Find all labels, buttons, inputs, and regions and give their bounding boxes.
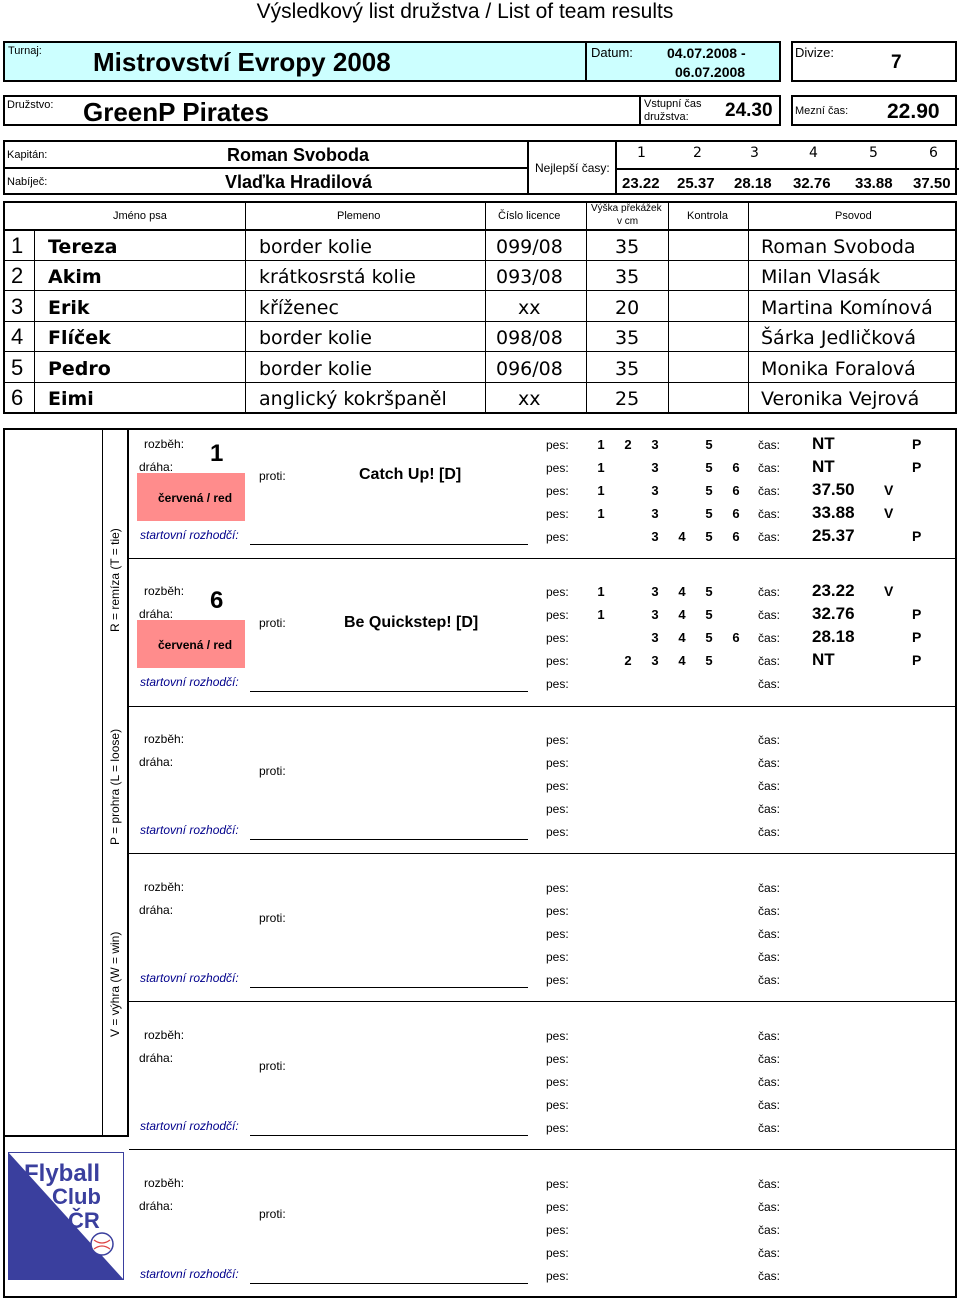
pes-label: pes: bbox=[546, 677, 569, 691]
opponent-value: Be Quickstep! [D] bbox=[344, 614, 479, 631]
run-result: V bbox=[884, 482, 894, 498]
run-dog-number: 5 bbox=[705, 584, 713, 599]
run-dog-number: 4 bbox=[678, 607, 686, 622]
datum-line2: 06.07.2008 bbox=[675, 64, 746, 80]
dog-handler: Martina Komínová bbox=[761, 297, 933, 319]
heat-block bbox=[130, 873, 955, 1001]
run-result: P bbox=[912, 436, 922, 452]
pes-label: pes: bbox=[546, 973, 569, 987]
best-col-2: 2 bbox=[693, 145, 702, 161]
run-dog-number: 3 bbox=[651, 506, 659, 521]
run-result: V bbox=[884, 583, 894, 599]
draha-label: dráha: bbox=[139, 1051, 174, 1065]
cas-label: čas: bbox=[758, 585, 781, 599]
run-result: P bbox=[912, 652, 922, 668]
dog-handler: Roman Svoboda bbox=[761, 236, 916, 258]
dog-height: 35 bbox=[615, 236, 640, 258]
druzstvo-value: GreenP Pirates bbox=[83, 97, 269, 127]
cas-label: čas: bbox=[758, 608, 781, 622]
logo-line2: Club bbox=[52, 1184, 101, 1209]
dog-licence: xx bbox=[518, 297, 541, 319]
dog-name: Akim bbox=[48, 266, 102, 288]
rozbeh-label: rozběh: bbox=[144, 880, 185, 894]
draha-label: dráha: bbox=[139, 1199, 174, 1213]
cas-label: čas: bbox=[758, 1223, 781, 1237]
dog-height: 35 bbox=[615, 266, 640, 288]
dog-num: 3 bbox=[11, 294, 24, 319]
cas-label: čas: bbox=[758, 1269, 781, 1283]
draha-label: dráha: bbox=[139, 607, 174, 621]
dog-handler: Veronika Vejrová bbox=[761, 388, 920, 410]
col-header-breed: Plemeno bbox=[337, 210, 381, 222]
pes-label: pes: bbox=[546, 631, 569, 645]
dog-height: 35 bbox=[615, 327, 640, 349]
run-time: NT bbox=[812, 434, 835, 453]
kapitan-label: Kapitán: bbox=[7, 149, 48, 161]
vstupni-label-1: Vstupní čas bbox=[644, 98, 702, 110]
pes-label: pes: bbox=[546, 484, 569, 498]
dog-height: 20 bbox=[615, 297, 640, 319]
run-dog-number: 6 bbox=[732, 529, 740, 544]
best-col-4: 4 bbox=[809, 145, 818, 161]
run-dog-number: 1 bbox=[597, 607, 605, 622]
run-time: 33.88 bbox=[812, 503, 855, 522]
run-dog-number: 5 bbox=[705, 653, 713, 668]
nejlepsi-label: Nejlepší časy: bbox=[535, 161, 610, 175]
col-header-height-1: Výška překážek bbox=[591, 203, 662, 214]
pes-label: pes: bbox=[546, 1177, 569, 1191]
cas-label: čas: bbox=[758, 461, 781, 475]
legend-tie: R = remíza (T = tie) bbox=[108, 528, 122, 632]
dog-row bbox=[5, 352, 955, 382]
run-dog-number: 3 bbox=[651, 460, 659, 475]
run-dog-number: 3 bbox=[651, 437, 659, 452]
pes-label: pes: bbox=[546, 950, 569, 964]
col-header-licence: Číslo licence bbox=[498, 210, 561, 222]
cas-label: čas: bbox=[758, 1121, 781, 1135]
run-time: 23.22 bbox=[812, 581, 855, 600]
draha-label: dráha: bbox=[139, 755, 174, 769]
dog-breed: border kolie bbox=[259, 327, 372, 349]
proti-label: proti: bbox=[259, 764, 286, 778]
run-dog-number: 2 bbox=[624, 437, 632, 452]
druzstvo-label: Družstvo: bbox=[7, 99, 54, 111]
kapitan-value: Roman Svoboda bbox=[227, 145, 370, 165]
proti-label: proti: bbox=[259, 1207, 286, 1221]
draha-label: dráha: bbox=[139, 903, 174, 917]
nabijec-label: Nabíječ: bbox=[7, 176, 48, 188]
cas-label: čas: bbox=[758, 1246, 781, 1260]
run-dog-number: 3 bbox=[651, 653, 659, 668]
cas-label: čas: bbox=[758, 927, 781, 941]
dog-licence: xx bbox=[518, 388, 541, 410]
datum-line1: 04.07.2008 - bbox=[667, 45, 746, 61]
start-judge-label: startovní rozhodčí: bbox=[140, 1119, 239, 1133]
dog-num: 6 bbox=[11, 385, 24, 410]
run-dog-number: 5 bbox=[705, 437, 713, 452]
dog-name: Pedro bbox=[48, 358, 111, 380]
captain-box bbox=[3, 140, 957, 195]
heat-block bbox=[130, 725, 955, 853]
dog-breed: border kolie bbox=[259, 236, 372, 258]
dog-height: 25 bbox=[615, 388, 640, 410]
cas-label: čas: bbox=[758, 825, 781, 839]
col-header-handler: Psovod bbox=[835, 210, 872, 222]
cas-label: čas: bbox=[758, 484, 781, 498]
run-dog-number: 6 bbox=[732, 460, 740, 475]
best-col-1: 1 bbox=[637, 145, 646, 161]
dog-licence: 093/08 bbox=[496, 266, 563, 288]
dog-licence: 096/08 bbox=[496, 358, 563, 380]
run-time: 28.18 bbox=[812, 627, 855, 646]
divize-label: Divize: bbox=[795, 45, 835, 60]
cas-label: čas: bbox=[758, 904, 781, 918]
page-title: Výsledkový list družstva / List of team results bbox=[256, 0, 674, 23]
run-dog-number: 4 bbox=[678, 529, 686, 544]
pes-label: pes: bbox=[546, 1121, 569, 1135]
cas-label: čas: bbox=[758, 1098, 781, 1112]
pes-label: pes: bbox=[546, 927, 569, 941]
legend-lose: P = prohra (L = loose) bbox=[108, 728, 122, 845]
opponent-value: Catch Up! [D] bbox=[359, 466, 462, 483]
run-dog-number: 3 bbox=[651, 483, 659, 498]
cas-label: čas: bbox=[758, 438, 781, 452]
pes-label: pes: bbox=[546, 1200, 569, 1214]
best-time-6: 37.50 bbox=[913, 175, 951, 192]
logo-line1: Flyball bbox=[24, 1160, 101, 1187]
run-dog-number: 5 bbox=[705, 607, 713, 622]
run-time: 32.76 bbox=[812, 604, 855, 623]
pes-label: pes: bbox=[546, 802, 569, 816]
run-dog-number: 6 bbox=[732, 630, 740, 645]
cas-label: čas: bbox=[758, 756, 781, 770]
heat-block bbox=[130, 1169, 955, 1297]
vstupni-label-2: družstva: bbox=[644, 111, 689, 123]
best-time-3: 28.18 bbox=[734, 175, 772, 192]
pes-label: pes: bbox=[546, 438, 569, 452]
start-judge-label: startovní rozhodčí: bbox=[140, 1267, 239, 1281]
dog-licence: 099/08 bbox=[496, 236, 563, 258]
dog-row bbox=[5, 231, 955, 261]
pes-label: pes: bbox=[546, 1246, 569, 1260]
pes-label: pes: bbox=[546, 733, 569, 747]
run-dog-number: 6 bbox=[732, 506, 740, 521]
proti-label: proti: bbox=[259, 469, 286, 483]
dog-licence: 098/08 bbox=[496, 327, 563, 349]
run-time: NT bbox=[812, 650, 835, 669]
dog-breed: anglický kokršpaněl bbox=[259, 388, 447, 410]
cas-label: čas: bbox=[758, 1029, 781, 1043]
dog-handler: Milan Vlasák bbox=[761, 266, 881, 288]
run-dog-number: 2 bbox=[624, 653, 632, 668]
run-dog-number: 3 bbox=[651, 584, 659, 599]
dog-handler: Šárka Jedličková bbox=[761, 327, 917, 349]
cas-label: čas: bbox=[758, 1200, 781, 1214]
heat-block bbox=[130, 1021, 955, 1149]
dog-row bbox=[5, 261, 955, 291]
pes-label: pes: bbox=[546, 1075, 569, 1089]
start-judge-label: startovní rozhodčí: bbox=[140, 971, 239, 985]
rozbeh-label: rozběh: bbox=[144, 584, 185, 598]
pes-label: pes: bbox=[546, 608, 569, 622]
dog-num: 1 bbox=[11, 233, 24, 258]
run-dog-number: 4 bbox=[678, 653, 686, 668]
run-dog-number: 5 bbox=[705, 483, 713, 498]
cas-label: čas: bbox=[758, 654, 781, 668]
run-dog-number: 1 bbox=[597, 460, 605, 475]
best-col-6: 6 bbox=[929, 145, 938, 161]
run-dog-number: 5 bbox=[705, 506, 713, 521]
col-header-name: Jméno psa bbox=[113, 210, 167, 222]
dog-height: 35 bbox=[615, 358, 640, 380]
cas-label: čas: bbox=[758, 802, 781, 816]
col-header-control: Kontrola bbox=[687, 210, 728, 222]
run-result: P bbox=[912, 528, 922, 544]
pes-label: pes: bbox=[546, 825, 569, 839]
dog-num: 2 bbox=[11, 263, 24, 288]
dog-name: Eimi bbox=[48, 388, 94, 410]
proti-label: proti: bbox=[259, 911, 286, 925]
dog-row bbox=[5, 291, 955, 321]
flyball-club-logo bbox=[8, 1152, 124, 1280]
rozbeh-label: rozběh: bbox=[144, 732, 185, 746]
rozbeh-label: rozběh: bbox=[144, 1176, 185, 1190]
pes-label: pes: bbox=[546, 881, 569, 895]
dog-row bbox=[5, 383, 955, 413]
team-box bbox=[3, 95, 781, 126]
draha-label: dráha: bbox=[139, 460, 174, 474]
run-dog-number: 3 bbox=[651, 607, 659, 622]
run-time: NT bbox=[812, 457, 835, 476]
run-result: P bbox=[912, 606, 922, 622]
pes-label: pes: bbox=[546, 585, 569, 599]
cas-label: čas: bbox=[758, 950, 781, 964]
dog-breed: border kolie bbox=[259, 358, 372, 380]
tournament-box bbox=[3, 41, 781, 82]
division-box bbox=[791, 41, 957, 82]
best-time-1: 23.22 bbox=[622, 175, 660, 192]
vstupni-value: 24.30 bbox=[725, 100, 773, 121]
run-dog-number: 3 bbox=[651, 630, 659, 645]
dog-row bbox=[5, 322, 955, 352]
run-result: V bbox=[884, 505, 894, 521]
turnaj-value: Mistrovství Evropy 2008 bbox=[93, 47, 391, 77]
best-col-5: 5 bbox=[869, 145, 878, 161]
start-judge-label: startovní rozhodčí: bbox=[140, 528, 239, 542]
run-dog-number: 5 bbox=[705, 460, 713, 475]
lane-value: červená / red bbox=[158, 491, 233, 505]
turnaj-label: Turnaj: bbox=[8, 45, 42, 57]
start-judge-label: startovní rozhodčí: bbox=[140, 675, 239, 689]
rozbeh-label: rozběh: bbox=[144, 1028, 185, 1042]
cas-label: čas: bbox=[758, 1075, 781, 1089]
cas-label: čas: bbox=[758, 1177, 781, 1191]
pes-label: pes: bbox=[546, 904, 569, 918]
start-judge-label: startovní rozhodčí: bbox=[140, 823, 239, 837]
run-dog-number: 1 bbox=[597, 437, 605, 452]
run-dog-number: 1 bbox=[597, 506, 605, 521]
run-dog-number: 4 bbox=[678, 630, 686, 645]
run-dog-number: 6 bbox=[732, 483, 740, 498]
mezni-value: 22.90 bbox=[887, 100, 940, 123]
cas-label: čas: bbox=[758, 507, 781, 521]
dogs-table bbox=[3, 201, 957, 414]
dog-num: 5 bbox=[11, 355, 24, 380]
legend-win: V = výhra (W = win) bbox=[108, 931, 122, 1037]
cas-label: čas: bbox=[758, 677, 781, 691]
dog-breed: krátkosrstá kolie bbox=[259, 266, 416, 288]
run-dog-number: 5 bbox=[705, 529, 713, 544]
run-dog-number: 5 bbox=[705, 630, 713, 645]
run-dog-number: 1 bbox=[597, 483, 605, 498]
run-dog-number: 3 bbox=[651, 529, 659, 544]
cas-label: čas: bbox=[758, 973, 781, 987]
run-dog-number: 1 bbox=[597, 584, 605, 599]
col-header-height-2: v cm bbox=[617, 216, 639, 227]
pes-label: pes: bbox=[546, 779, 569, 793]
run-time: 37.50 bbox=[812, 480, 855, 499]
best-time-5: 33.88 bbox=[855, 175, 893, 192]
rozbeh-label: rozběh: bbox=[144, 437, 185, 451]
pes-label: pes: bbox=[546, 1223, 569, 1237]
dog-num: 4 bbox=[11, 324, 24, 349]
heat-number: 6 bbox=[210, 587, 224, 614]
pes-label: pes: bbox=[546, 756, 569, 770]
cas-label: čas: bbox=[758, 1052, 781, 1066]
best-time-2: 25.37 bbox=[677, 175, 715, 192]
run-result: P bbox=[912, 629, 922, 645]
run-time: 25.37 bbox=[812, 526, 855, 545]
pes-label: pes: bbox=[546, 461, 569, 475]
dog-name: Flíček bbox=[48, 327, 111, 349]
mezni-label: Mezní čas: bbox=[795, 105, 849, 117]
dog-handler: Monika Foralová bbox=[761, 358, 916, 380]
pes-label: pes: bbox=[546, 507, 569, 521]
limit-box bbox=[791, 95, 957, 126]
pes-label: pes: bbox=[546, 654, 569, 668]
best-time-4: 32.76 bbox=[793, 175, 831, 192]
pes-label: pes: bbox=[546, 1269, 569, 1283]
cas-label: čas: bbox=[758, 733, 781, 747]
cas-label: čas: bbox=[758, 779, 781, 793]
dog-name: Erik bbox=[48, 297, 90, 319]
cas-label: čas: bbox=[758, 881, 781, 895]
heat-number: 1 bbox=[210, 440, 224, 467]
proti-label: proti: bbox=[259, 616, 286, 630]
run-dog-number: 4 bbox=[678, 584, 686, 599]
datum-label: Datum: bbox=[591, 45, 633, 60]
pes-label: pes: bbox=[546, 530, 569, 544]
dog-breed: kříženec bbox=[259, 297, 339, 319]
pes-label: pes: bbox=[546, 1052, 569, 1066]
dog-name: Tereza bbox=[48, 236, 118, 258]
proti-label: proti: bbox=[259, 1059, 286, 1073]
cas-label: čas: bbox=[758, 631, 781, 645]
pes-label: pes: bbox=[546, 1029, 569, 1043]
pes-label: pes: bbox=[546, 1098, 569, 1112]
cas-label: čas: bbox=[758, 530, 781, 544]
best-col-3: 3 bbox=[750, 145, 759, 161]
logo-line3: ČR bbox=[68, 1208, 100, 1233]
lane-value: červená / red bbox=[158, 638, 233, 652]
nabijec-value: Vlaďka Hradilová bbox=[225, 172, 373, 192]
run-result: P bbox=[912, 459, 922, 475]
divize-value: 7 bbox=[891, 52, 902, 73]
